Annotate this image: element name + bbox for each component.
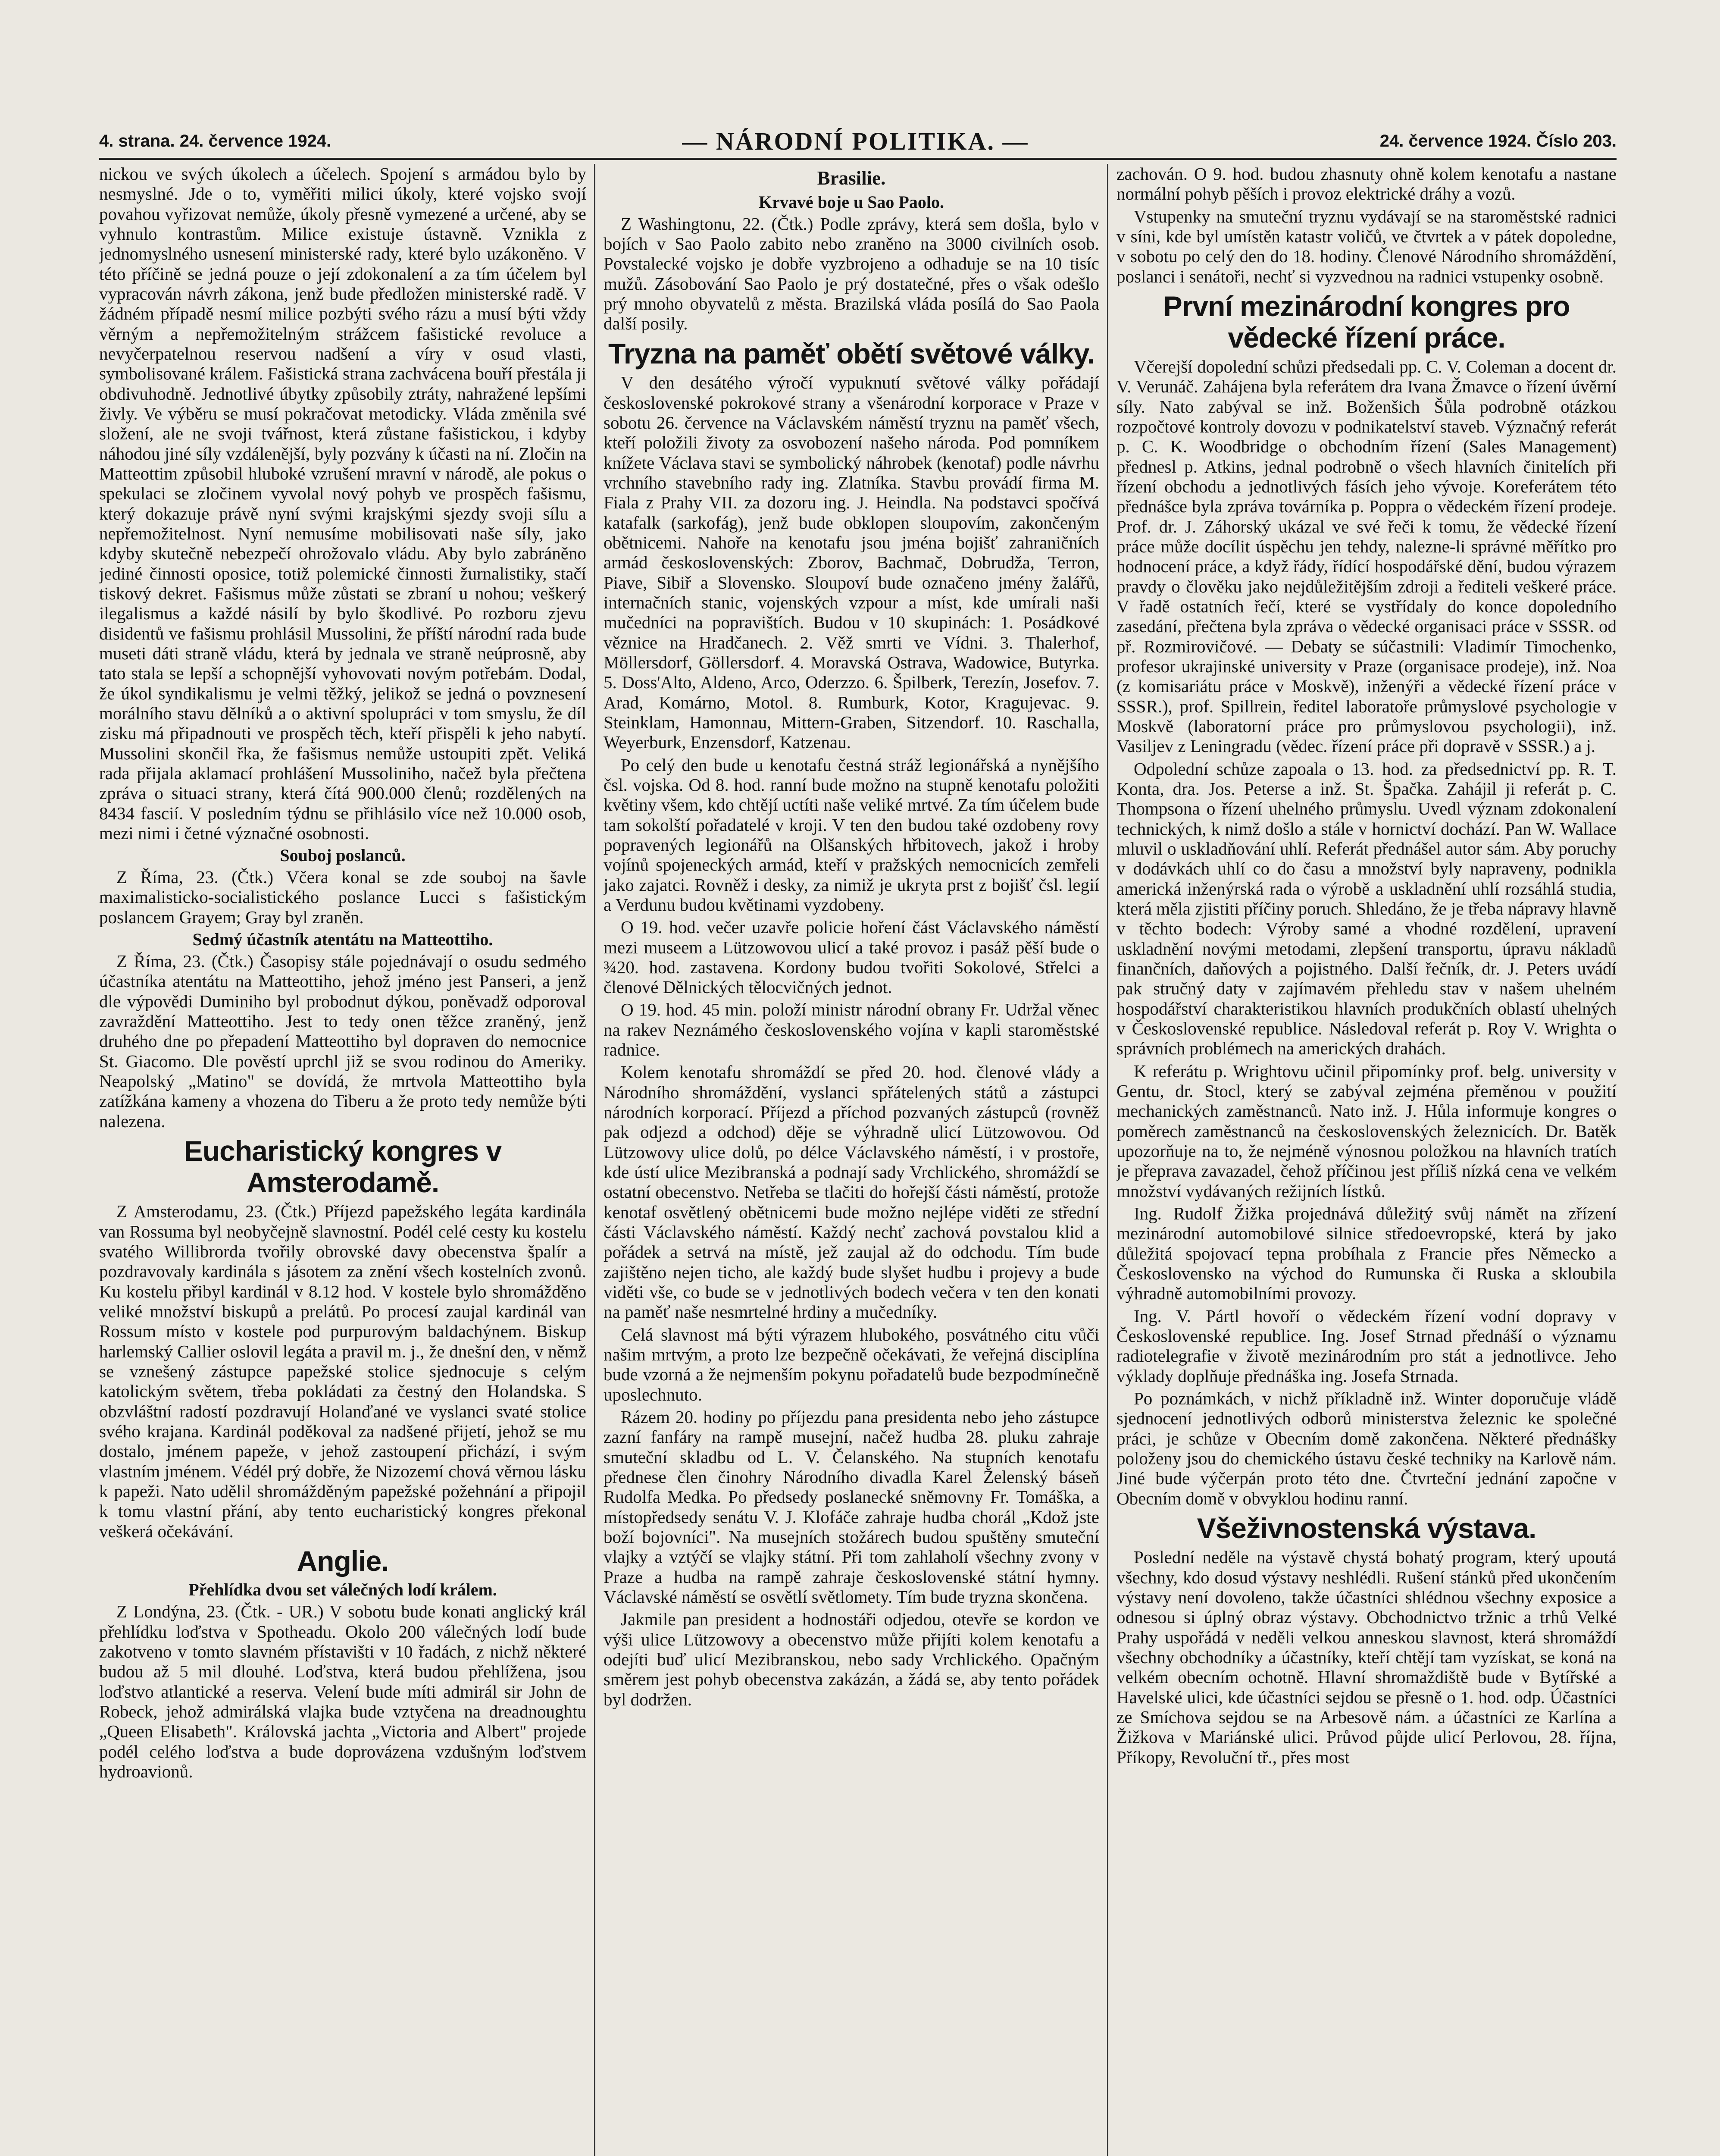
header-rule [99,158,1617,160]
article-headline: První mezinárodní kongres pro vědecké řízení práce. [1163,290,1570,354]
article-headline: Všeživnostenská výstava. [1197,1512,1536,1544]
article-paragraph: Odpolední schůze zapoala o 13. hod. za předsednictví pp. R. T. Konta, dra. Jos. Peterse a inž. St. Špačka. Zahájil ji referát p. C. Thompsona o řízení uhelného průmyslu. Uvedl význam zdokonalení technických, k nimž došlo a stále v hornictví dochází. Pan W. Wallace mluvil o uskladňování uhlí. Referát přednášel autor sám. Aby poruchy v dodávkách uhlí co do času a množství byly napraveny, podnikla americká inženýrská rada o výrobě a uskladnění uhlí rozsáhlá studia, která měla zjistiti příčiny poruch. Shledáno, že je třeba nápravy hlavně v těchto bodech: Výroby samé a vhodné rozdělení, upravení uskladnění novými metodami, zlepšení transportu, úpravu nákladů finančních, daňových a pojistného. Další řečník, dr. J. Peters uvádí pak stručný daty v zajímavém přehledu stav v našem uhelném hospodářství charakteristikou hlavních produkčních oblastí uhelných v Československé republice. Následoval referát p. Roy V. Wrighta o správních problémech na amerických drahách. [1116,758,1617,1059]
column-divider [594,164,595,2156]
article-paragraph: Celá slavnost má býti výrazem hlubokého, posvátného citu vůči našim mrtvým, a proto lze bezpečně očekávati, že veřejná disciplína bude vzorná a že nejmenším pokynu pořadatelů bude bezpodmínečně uposlechnuto. [604,1324,1099,1404]
header-right: 24. července 1924. Číslo 203. [1379,131,1617,150]
article-paragraph: zachován. O 9. hod. budou zhasnuty ohně kolem kenotafu a nastane normální pohyb pěších i provoz elektrické dráhy a vozů. [1116,164,1617,204]
article-paragraph: Z Říma, 23. (Čtk.) Časopisy stále pojednávají o osudu sedmého účastníka atentátu na Matteottiho, jehož jméno jest Panseri, a jenž dle výpovědi Duminiho byl probodnut dýkou, poněvadž odporoval zavraždění Matteottiho. Jest to tedy onen těžce zraněný, jenž druhého dne po přepadení Matteottiho byl dopraven do nemocnice St. Giacomo. Dle pověstí uprchl již se svou rodinou do Ameriky. Neapolský „Matino" se dovídá, že mrtvola Matteottiho byla zatížkána kameny a vhozena do Tiberu a že proto tedy nemůže býti nalezena. [99,951,586,1131]
page-header [99,126,1617,156]
article-paragraph: Po poznámkách, v nichž příkladně inž. Winter doporučuje vládě sjednocení jednotlivých odborů ministerstva železnic ke společné práci, je schůze v Obecním domě zakončena. Některé přednášky položeny jsou do chemického ústavu české techniky na Karlově nám. Jiné bude výčerpán proto této dne. Čtvrteční jednání započne v Obecním domě v obvyklou hodinu ranní. [1116,1388,1617,1508]
article-paragraph: nickou ve svých úkolech a účelech. Spojení s armádou bylo by nesmyslné. Jde o to, vyměřiti milici úkoly, které vojsko svojí povahou vyřizovat nemůže, úkoly přesně vymezené a určené, aby se vyhnulo kontrastům. Milice existuje ústavně. Vznikla z jednomyslného usnesení ministerské rady, které bylo uzákoněno. V této příčině se jedná pouze o její zdokonalení a za tím účelem byl vypracován návrh zákona, jenž bude předložen ministerské radě. V žádném případě nesmí milice pozbýti svého rázu a musí býti vždy věrným a nepřemožitelným strážcem fašistické revoluce a nevyčerpatelnou reservou nadšení a víry v osud vlasti, symbolisované králem. Fašistická strana zachvácena bouří přestála ji obdivuhodně. Jednotlivé úbytky způsobily ztráty, nahražené lepšími živly. Ve výběru se musí pokračovat metodicky. Vláda změnila své složení, ale ne svoji tvářnost, která zůstane fašistickou, i kdyby náhodou jiné síly vzdálenější, byly pozvány k účasti na ní. Zločin na Matteottim způsobil hluboké vzrušení mravní v národě, ale pokus o spekulaci se zločinem vyvolal nový pohyb ve prospěch fašismu, který dokazuje právě nyní svými krajskými sjezdy svoji sílu a nepřemožitelnost. Nyní nemusíme mobilisovati naše síly, jako kdyby skutečně nebezpečí ohrožovalo vládu. Aby bylo zabráněno jediné činnosti oposice, totiž polemické činnosti žurnalistiky, stačí tiskový dekret. Fašismus může zůstati se zbraní u nohou; veškerý ilegalismus a každé násilí by bylo škodlivé. Po rozboru zjevu disidentů ve fašismu prohlásil Mussolini, že příští národní rada bude museti dáti straně vládu, která by jednala ve straně neúprosně, aby tato stala se lepší a schopnější vyhovovati novým potřebám. Dodal, že úkol syndikalismu je velmi těžký, jelikož se jedná o povznesení morálního stavu dělníků a o aktivní spolupráci v tom smyslu, že díl zisku má připadnouti ve prospěch těch, kteří přispěli k jeho nabytí. Mussolini skončil řka, že fašismus nemůže ustoupiti zpět. Veliká rada přijala aklamací prohlášení Mussoliniho, načež byla přečtena zpráva o situaci strany, která čítá 900.000 členů; rozdělených na 8434 fascií. V posledním týdnu se přihlásilo více než 10.000 osob, mezi nimi i četné význačné osobnosti. [99,164,586,843]
article-headline: Tryzna na paměť obětí světové války. [608,337,1095,370]
article-paragraph: Rázem 20. hodiny po příjezdu pana presidenta nebo jeho zástupce zazní fanfáry na rampě musejní, načež hudba 28. pluku zahraje smuteční skladbu od L. V. Čelanského. Na stupních kenotafu přednese člen činohry Národního divadla Karel Želenský báseň Rudolfa Medka. Po předsedy poslanecké sněmovny Fr. Tomáška, a místopředsedy senátu V. J. Klofáče zahraje hudba chorál „Kdož jste boží bojovníci". Na musejních stožárech budou spuštěny smuteční vlajky a vztýčí se vlajky státní. Při tom zahlaholí všechny zvony v Praze a hudba na rampě zahraje československé státní hymny. Václavské náměstí se osvětlí světlomety. Tím bude tryzna skončena. [604,1407,1099,1607]
article-paragraph: Z Říma, 23. (Čtk.) Včera konal se zde souboj na šavle maximalisticko-socialistického poslance Lucci s fašistickým poslancem Grayem; Gray byl zraněn. [99,867,586,927]
column-1 [99,164,586,2156]
article-headline: Eucharistický kongres v Amsterodamě. [184,1135,502,1198]
article-paragraph: Z Amsterodamu, 23. (Čtk.) Příjezd papežského legáta kardinála van Rossuma byl neobyčejně slavnostní. Podél celé cesty ku kostelu svatého Willibrorda tvořily obrovské davy obecenstva špalír a pozdravovaly kardinála s jásotem za znění všech kostelních zvonů. Ku kostelu přibyl kardinál v 8.12 hod. V kostele bylo shromážděno veliké množství biskupů a prelátů. Po procesí zaujal kardinál van Rossum místo v kostele pod purpurovým baldachýnem. Biskup harlemský Callier oslovil legáta a pravil m. j., že dnešní den, v němž se vznešený zástupce papežské stolice sjednocuje s celým katolickým světem, třeba pokládati za čestný den Holandska. S obzvláštní radostí pozdravují Holanďané ve vyslanci svaté stolice svého krajana. Kardinál poděkoval za nadšené přijetí, jehož se mu dostalo, jménem papeže, v jehož zastoupení přichází, i svým vlastním jménem. Védél prý dobře, že Nizozemí chová věrnou lásku k papeži. Nato udělil shromážděným papežské požehnání a připojil k tomu vlastní přání, aby tento eucharistický kongres překonal veškerá očekávání. [99,1201,586,1541]
article-paragraph: Z Washingtonu, 22. (Čtk.) Podle zprávy, která sem došla, bylo v bojích v Sao Paolo zabito nebo zraněno na 3000 civilních osob. Povstalecké vojsko je dobře vyzbrojeno a odhaduje se na 10 tisíc mužů. Zásobování Sao Paolo je prý dostatečné, přes o však odešlo prý mnoho obyvatelů z města. Brazilská vláda posílá do Sao Paola další posily. [604,213,1099,334]
column-3 [1116,164,1617,2156]
article-paragraph: Ing. V. Pártl hovoří o vědeckém řízení vodní dopravy v Československé republice. Ing. Josef Strnad přednáší o významu radiotelegrafie v životě mezinárodním pro stát a jednotlivce. Jeho výklady doplňuje přednáška ing. Josefa Strnada. [1116,1306,1617,1386]
article-paragraph: O 19. hod. 45 min. položí ministr národní obrany Fr. Udržal věnec na rakev Neznámého československého vojína v kapli staroměstské radnice. [604,1000,1099,1060]
article-paragraph: Z Londýna, 23. (Čtk. - UR.) V sobotu bude konati anglický král přehlídku loďstva v Spotheadu. Okolo 200 válečných lodí bude zakotveno v tomto slavném přístavišti v 10 řadách, z nichž některé budou až 5 mil dlouhé. Loďstva, která budou přehlížena, jsou loďstvo atlantické a reserva. Velení bude míti admirál sir John de Robeck, jehož admirálská vlajka bude vztyčena na dreadnoughtu „Queen Elisabeth". Královská jachta „Victoria and Albert" projede podél celého loďstva a bude doprovázena vzdušným loďstvem hydroavionů. [99,1601,586,1782]
article-paragraph: K referátu p. Wrightovu učinil připomínky prof. belg. university v Gentu, dr. Stocl, který se zabýval zejména přeměnou v použití mechanických zaměstnanců. Nato inž. J. Hůla informuje kongres o poměrech zaměstnanců na československých železnicích. Dr. Batěk upozorňuje na to, že nejméně výnosnou položkou na hlavních tratích je přeprava zavazadel, čehož příčinou jest příliš nízká cena ve velkém množství vydávaných režijních lístků. [1116,1061,1617,1201]
article-paragraph: Ing. Rudolf Žižka projednává důležitý svůj námět na zřízení mezinárodní automobilové silnice středoevropské, která by jako důležitá spojovací tepna probíhala z Francie přes Německo a Československo na východ do Rumunska či Ruska a skloubila výhradně automobilními provozy. [1116,1203,1617,1304]
article-headline: Brasilie. [817,167,886,189]
column-divider [1107,164,1108,2156]
article-headline: Souboj poslanců. [280,846,406,865]
article-paragraph: Kolem kenotafu shromáždí se před 20. hod. členové vlády a Národního shromáždění, vyslanci spřátelených států a zástupci národních korporací. Příjezd a příchod pozvaných zástupců (rovněž pak odjezd a odchod) děje se výhradně ulicí Lützowovou. Od Lützowovy ulice dolů, po délce Václavského náměstí, i v prostoře, kde ústí ulice Mezibranská a podnají sady Vrchlického, shromáždí se ostatní obecenstvo. Netřeba se tlačiti do hořejší části náměstí, protože kenotaf osvětlený obětnicemi bude možno nejlépe viděti ze střední části Václavského náměstí. Každý nechť zachová povstalou klid a pořádek a setrvá na místě, jež zaujal až do odchodu. Tím bude zajištěno nejen ticho, ale každý bude slyšet hudbu i projevy a bude viděti vše, co bude se v jednotlivých bodech večera v ten den konati na paměť naše nesmrtelné hrdiny a mučedníky. [604,1062,1099,1322]
article-paragraph: Vstupenky na smuteční tryznu vydávají se na staroměstské radnici v síni, kde byl umístěn katastr voličů, ve čtvrtek a v pátek dopoledne, v sobotu po celý den do 18. hodiny. Členové Národního shromáždění, poslanci i senátoři, nechť si vyzvednou na radnici vstupenky osobně. [1116,206,1617,286]
article-paragraph: O 19. hod. večer uzavře policie hoření část Václavského náměstí mezi museem a Lützowovou ulicí a také provoz i pasáž pěší bude o ¾20. hod. zastavena. Kordony budou tvořiti Sokolové, Střelci a členové Dělnických tělocvičných jednot. [604,917,1099,997]
article-paragraph: Jakmile pan president a hodnostáři odjedou, otevře se kordon ve výši ulice Lützowovy a obecenstvo může přijíti kolem kenotafu a odejíti buď ulicí Mezibranskou, nebo sady Vrchlického. Opačným směrem jest pohyb obecenstva zakázán, a žádá se, aby tento pořádek byl dodržen. [604,1609,1099,1709]
article-subheadline: Přehlídka dvou set válečných lodí králem. [188,1580,497,1600]
article-paragraph: Poslední neděle na výstavě chystá bohatý program, který upoutá všechny, kdo dosud výstavy neshlédli. Rušení stánků před ukončením výstavy není dovoleno, takže účastníci shlédnou všechny exposice a odnesou si úplný obraz výstavy. Obchodnictvo tržnic a trhů Velké Prahy uspořádá v neděli velkou anneskou slavnost, která shromáždí všechny obchodníky a účastníky, kteří chtějí tam vyzískat, se koná na velkém obecním ochotně. Hlavní shromaždiště bude v Bytířské a Havelské ulici, kde účastníci sejdou se přesně o 1. hod. odp. Účastníci ze Smíchova sejdou se na Arbesově nám. a účastníci ze Karlína a Žižkova v Mariánské ulici. Průvod půjde ulicí Perlovou, 28. října, Příkopy, Revoluční tř., přes most [1116,1547,1617,1767]
article-paragraph: Včerejší dopolední schůzi předsedali pp. C. V. Coleman a docent dr. V. Verunáč. Zahájena byla referátem dra Ivana Žmavce o řízení úvěrní síly. Nato zabýval se inž. Boženšich Šůla podrobně otázkou rozpočtové kontroly dovozu v podnikatelství staveb. Význačný referát p. C. K. Woodbridge o obchodním řízení (Sales Management) přednesl p. Atkins, jednal podrobně o všech hlavních činitelích při řízení obchodu a jednotlivých fásích jeho vývoje. Koreferátem této přednášce byla zpráva továrníka p. Poppra o vědeckém řízení prodeje. Prof. dr. J. Záhorský ukázal ve své řeči k tomu, že vědecké řízení práce může docílit úspěchu jen tehdy, nalezne-li správné měřítko pro hodnocení práce, a když řády, řídící hospodářské dění, budou výrazem pravdy o člověku jako nejdůležitějším zdroji a řediteli veškeré práce. V řadě ostatních řečí, které se vystřídaly do konce dopoledního zasedání, přečtena byla zpráva o vědecké organisaci práce v SSSR. od př. Rozmirovičové. — Debaty se súčastnili: Vladimír Timochenko, profesor ukrajinské university v Praze (organisace prodeje), inž. Noa (z komisariátu práce v Moskvě), inženýři a vědecké řízení práce v SSSR.), prof. Spillrein, ředitel laboratoře průmyslové psychologie v Moskvě (laboratorní práce pro průmyslovou psychologii), inž. Vasiljev z Leningradu (vědec. řízení práce při dopravě v SSSR.) a j. [1116,357,1617,756]
article-paragraph: Po celý den bude u kenotafu čestná stráž legionářská a nynějšího čsl. vojska. Od 8. hod. ranní bude možno na stupně kenotafu položiti květiny všem, kdo chtějí uctíti naše veliké mrtvé. Za tím účelem bude tam sokolští pořadatelé v kroji. V ten den budou také ozdobeny rovy popravených legionářů na Olšanských hřbitovech, jakož i hroby vojínů spojeneckých armád, kteří v pražských nemocnicích zemřeli jako zajatci. Rovněž i desky, za nimiž je ukryta prst z bojišť čsl. legií a Verdunu budou květinami vyzdobeny. [604,755,1099,915]
masthead-title: — NÁRODNÍ POLITIKA. — [682,127,1029,155]
column-2 [604,164,1099,2156]
article-headline: Sedmý účastník atentátu na Matteottiho. [192,930,493,950]
article-subheadline: Krvavé boje u Sao Paolo. [759,192,944,212]
article-headline: Anglie. [297,1545,389,1577]
header-left: 4. strana. 24. července 1924. [99,131,331,150]
article-paragraph: V den desátého výročí vypuknutí světové války pořádají československé pokrokové strany a všenárodní korporace v Praze v sobotu 26. července na Václavském náměstí tryznu na paměť všech, kteří položili životy za osvobození našeho národa. Pod pomníkem knížete Václava stavi se symbolický náhrobek (kenotaf) podle návrhu vrchního stavebního rady ing. Zlatníka. Stavbu provádí firma M. Fiala z Prahy VII. za dozoru ing. J. Heindla. Na podstavci spočívá katafalk (sarkofág), jenž bude obklopen sloupovím, zakončeným obětnicemi. Nahoře na kenotafu jsou jména bojišť zahraničních armád československých: Zborov, Bachmač, Dobrudža, Terron, Piave, Sibiř a Slovensko. Sloupoví bude označeno jmény žalářů, internačních stanic, vojenských vzpour a míst, kde umírali naši mučedníci na popravištích. Budou v 10 skupinách: 1. Posádkové věznice na Hradčanech. 2. Věž smrti ve Vídni. 3. Thalerhof, Möllersdorf, Göllersdorf. 4. Moravská Ostrava, Wadowice, Butyrka. 5. Doss'Alto, Aldeno, Arco, Oderzzo. 6. Špilberk, Terezín, Josefov. 7. Arad, Komárno, Motol. 8. Rumburk, Kotor, Kragujevac. 9. Steinklam, Hamonnau, Mittern-Graben, Sitzendorf. 10. Raschalla, Weyerburk, Enzensdorf, Katzenau. [604,373,1099,752]
